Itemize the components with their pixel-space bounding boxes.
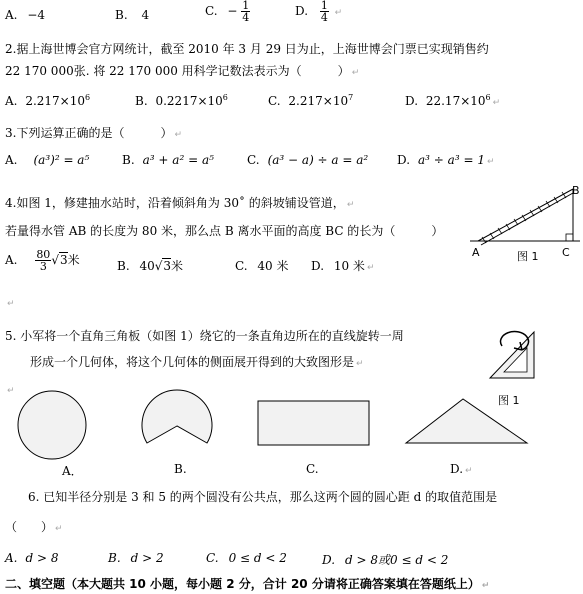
q1-option-c bbox=[205, 0, 250, 23]
q3-option-d: D. a³ ÷ a³ = 1 ↵ bbox=[397, 153, 495, 167]
q6-option-b: B. d > 2 bbox=[108, 551, 164, 565]
q4-option-a: A. $\frac{80}{3}$ √3米 bbox=[5, 248, 80, 273]
q3-option-a: A. (a³)² = a⁵ bbox=[5, 153, 90, 167]
q6-stem-line1: 6. 已知半径分别是 3 和 5 的两个圆没有公共点，那么这两个圆的圆心距 d 的取值范围是 bbox=[28, 490, 498, 504]
q5-stem-line1: 5. 小军将一个直角三角板（如图 1）绕它的一条直角边所在的直线旋转一周 bbox=[5, 329, 404, 343]
q1-option-d-fraction: $\frac{1}{4}$ bbox=[320, 0, 328, 24]
option-c-rectangle bbox=[255, 395, 375, 455]
q2-option-b: B. $0.2217\times 10^6$ bbox=[135, 93, 228, 108]
option-a-circle bbox=[12, 385, 92, 465]
fig-label-a: A bbox=[472, 246, 480, 259]
q4-stem-line2: 若量得水管 AB 的长度为 80 米，那么点 B 离水平面的高度 BC 的长为（ ） bbox=[5, 224, 444, 238]
q4-option-b: B. 40√3米 bbox=[117, 259, 184, 273]
q4-option-c: C. 40 米 bbox=[235, 259, 289, 273]
q4-option-d: D. 10 米 ↵ bbox=[311, 259, 375, 273]
q5-option-a-label: A． bbox=[62, 464, 83, 478]
q5-option-d-label: D. ↵ bbox=[450, 462, 473, 476]
q1-option-a-value: −4 bbox=[27, 8, 46, 22]
q4-stem-line1: 4.如图 1，修建抽水站时，沿着倾斜角为 30˚ 的斜坡铺设管道， ↵ bbox=[5, 196, 355, 210]
fig-label-b: B bbox=[572, 184, 580, 197]
fig-label-c: C bbox=[562, 246, 570, 259]
q4-option-a-fraction: $\frac{80}{3}$ bbox=[36, 248, 51, 273]
q2-option-d: D. $22.17\times 10^6↵$ bbox=[405, 93, 501, 108]
q1-option-c-sign: − bbox=[227, 4, 238, 18]
q1-options bbox=[5, 8, 45, 22]
return-mark: ↵ bbox=[334, 8, 343, 18]
q6-stem-line2: （ ） ↵ bbox=[5, 520, 63, 534]
q3-option-c: C. (a³ − a) ÷ a = a² bbox=[247, 153, 369, 167]
q1-option-c-label: C. bbox=[205, 4, 218, 18]
q5-option-c-label: C. bbox=[306, 462, 319, 476]
q3-stem: 3.下列运算正确的是（ ） ↵ bbox=[5, 126, 182, 140]
section-2-heading: 二、填空题（本大题共 10 小题，每小题 2 分，合计 20 分请将正确答案填在答题纸上） ↵ bbox=[5, 577, 490, 591]
fig1-caption: 图 1 bbox=[517, 250, 539, 263]
triangle-ruler-figure bbox=[484, 326, 544, 386]
q5-stem-line2: 形成一个几何体，将这个几何体的侧面展开得到的大致图形是 ↵ bbox=[30, 355, 364, 369]
q1-option-d bbox=[295, 0, 342, 23]
q1-option-c-fraction: $\frac{1}{4}$ bbox=[242, 0, 250, 24]
option-b-sector bbox=[134, 385, 224, 465]
q1-option-b-label: B. bbox=[115, 8, 128, 22]
q6-option-c: C. 0 ≤ d < 2 bbox=[206, 551, 287, 565]
q3-option-b: B. a³ + a² = a⁵ bbox=[122, 153, 214, 167]
q1-option-b-value: 4 bbox=[141, 8, 150, 22]
q2-option-a: A. $2.217\times 10^6$ bbox=[5, 93, 91, 108]
q2-option-c: C. $2.217\times 10^7$ bbox=[268, 93, 354, 108]
q5-option-b-label: B. bbox=[174, 462, 187, 476]
q1-option-d-label: D. bbox=[295, 4, 309, 18]
option-d-triangle bbox=[403, 393, 533, 453]
q6-option-a: A. d > 8 bbox=[5, 551, 59, 565]
fig1-caption-q5: 图 1 bbox=[498, 394, 520, 407]
q2-stem-line1: 2.据上海世博会官方网统计，截至 2010 年 3 月 29 日为止，上海世博会门票已实现销售约 bbox=[5, 42, 489, 56]
q1-option-b bbox=[115, 8, 149, 22]
q2-stem-line2: 22 170 000张. 将 22 170 000 用科学记数法表示为（ ） ↵ bbox=[5, 64, 360, 78]
blank-line: ↵ bbox=[7, 299, 15, 309]
q6-option-d: D. d > 8或0 ≤ d < 2 bbox=[322, 553, 449, 567]
blank-line: ↵ bbox=[7, 386, 15, 396]
q1-option-a-label: A. bbox=[5, 8, 18, 22]
